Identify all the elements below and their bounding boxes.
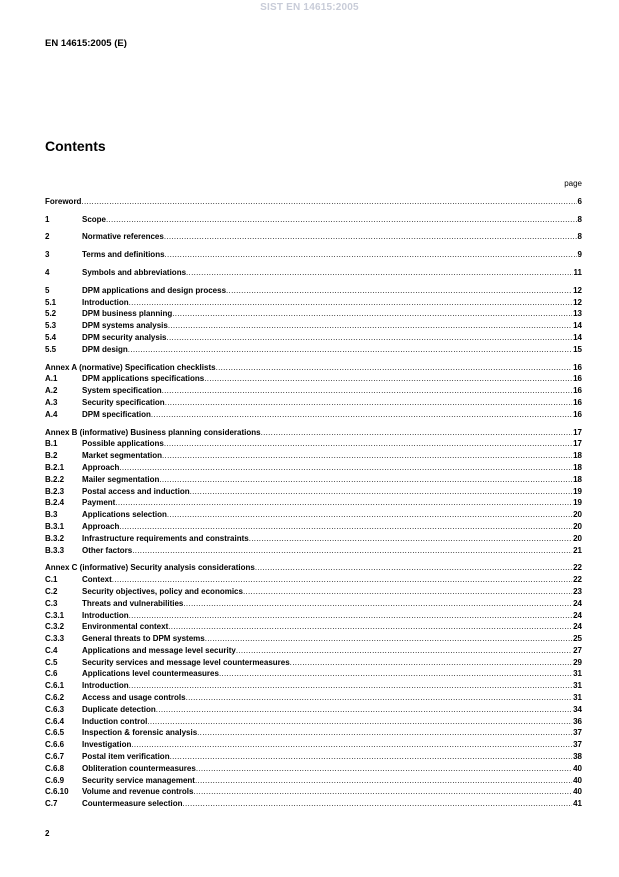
toc-entry[interactable] (45, 508, 582, 520)
toc-entry-number: C.6.5 (45, 728, 65, 738)
toc-entry-label: Scope (82, 214, 107, 224)
toc-entry-number: C.3.3 (45, 634, 65, 644)
toc-entry-label: Possible applications (82, 439, 164, 449)
toc-entry-number: C.5 (45, 657, 58, 667)
toc-entry-page: 20 (573, 521, 582, 531)
toc-entry-number: 2 (45, 232, 50, 242)
toc-entry-page: 8 (577, 232, 582, 242)
toc-entry-number: C.3.1 (45, 610, 65, 620)
toc-entry-page: 18 (573, 474, 582, 484)
toc-entry-page: 37 (573, 728, 582, 738)
toc-dot-leader (129, 298, 572, 308)
toc-entry-label: Context (82, 575, 112, 585)
toc-entry-label: Obliteration countermeasures (82, 763, 196, 773)
toc-dot-leader (183, 599, 572, 609)
toc-entry-number: C.6.10 (45, 787, 69, 797)
toc-entry-page: 24 (573, 610, 582, 620)
toc-dot-leader (119, 463, 572, 473)
toc-entry[interactable] (45, 544, 582, 556)
toc-entry-label: DPM applications specifications (82, 374, 205, 384)
toc-entry-label: Normative references (82, 232, 164, 242)
toc-entry-number: A.3 (45, 397, 58, 407)
toc-entry-page: 24 (573, 622, 582, 632)
toc-entry-page: 15 (573, 344, 582, 354)
toc-entry-page: 34 (573, 704, 582, 714)
toc-entry[interactable] (45, 738, 582, 750)
toc-entry-page: 22 (573, 575, 582, 585)
table-of-contents (45, 195, 582, 809)
toc-entry[interactable] (45, 786, 582, 798)
toc-dot-leader (129, 611, 572, 621)
toc-dot-leader (162, 451, 572, 461)
toc-entry-label: Countermeasure selection (82, 799, 183, 809)
toc-entry[interactable] (45, 562, 582, 574)
toc-entry-page: 40 (573, 787, 582, 797)
toc-dot-leader (205, 634, 572, 644)
toc-entry-page: 14 (573, 332, 582, 342)
watermark: SIST EN 14615:2005 (260, 2, 359, 13)
toc-entry-label: Security service management (82, 775, 195, 785)
toc-entry-label: Introduction (82, 610, 129, 620)
toc-dot-leader (186, 693, 573, 703)
toc-entry-page: 29 (573, 657, 582, 667)
toc-entry-number: B.3.1 (45, 521, 65, 531)
toc-dot-leader (164, 439, 572, 449)
toc-entry[interactable] (45, 195, 582, 207)
toc-dot-leader (168, 321, 572, 331)
toc-dot-leader (81, 197, 576, 207)
toc-entry-label: DPM specification (82, 409, 151, 419)
toc-entry[interactable] (45, 461, 582, 473)
toc-dot-leader (261, 428, 573, 438)
toc-entry-page: 16 (573, 362, 582, 372)
toc-entry-label: Security services and message level countermeasures (82, 657, 290, 667)
toc-entry-page: 16 (573, 386, 582, 396)
toc-dot-leader (156, 705, 572, 715)
toc-entry-label: Introduction (82, 297, 129, 307)
toc-dot-leader (165, 398, 572, 408)
toc-entry-page: 31 (573, 669, 582, 679)
toc-entry-label: Annex A (normative) Specification checklists (45, 362, 216, 372)
toc-entry-number: C.7 (45, 799, 58, 809)
toc-entry-page: 22 (573, 563, 582, 573)
toc-entry-page: 19 (573, 498, 582, 508)
toc-entry-label: Postal access and induction (82, 486, 190, 496)
toc-entry-number: 5.1 (45, 297, 57, 307)
toc-entry-number: A.2 (45, 386, 58, 396)
page-title: Contents (45, 138, 106, 154)
toc-dot-leader (119, 522, 572, 532)
toc-entry[interactable] (45, 361, 582, 373)
toc-entry-label: Postal item verification (82, 752, 170, 762)
toc-entry[interactable] (45, 485, 582, 497)
toc-dot-leader (172, 309, 572, 319)
toc-entry[interactable] (45, 449, 582, 461)
page-column-label: page (564, 179, 582, 188)
toc-entry-page: 31 (573, 681, 582, 691)
toc-entry[interactable] (45, 750, 582, 762)
toc-entry-page: 21 (573, 545, 582, 555)
toc-dot-leader (196, 764, 572, 774)
toc-entry[interactable] (45, 621, 582, 633)
toc-entry[interactable] (45, 573, 582, 585)
toc-dot-leader (255, 563, 572, 573)
toc-entry[interactable] (45, 597, 582, 609)
toc-entry-number: C.6.6 (45, 740, 65, 750)
toc-entry-page: 19 (573, 486, 582, 496)
toc-entry-page: 20 (573, 510, 582, 520)
toc-entry-label: Applications level countermeasures (82, 669, 219, 679)
toc-entry[interactable] (45, 438, 582, 450)
toc-dot-leader (128, 345, 572, 355)
toc-dot-leader (112, 575, 572, 585)
toc-entry-number: 5.5 (45, 344, 57, 354)
toc-entry-label: Inspection & forensic analysis (82, 728, 198, 738)
toc-entry-label: Security specification (82, 397, 165, 407)
toc-entry-number: B.2.2 (45, 474, 65, 484)
toc-entry[interactable] (45, 284, 582, 296)
toc-entry-page: 38 (573, 752, 582, 762)
toc-entry-label: Approach (82, 462, 120, 472)
toc-dot-leader (243, 587, 572, 597)
toc-entry-label: Payment (82, 498, 116, 508)
toc-entry-label: Terms and definitions (82, 250, 165, 260)
toc-entry-page: 17 (573, 439, 582, 449)
toc-entry-number: 5.2 (45, 309, 57, 319)
toc-entry-number: 1 (45, 214, 50, 224)
toc-dot-leader (164, 232, 577, 242)
toc-entry-number: C.6.4 (45, 716, 65, 726)
toc-entry-page: 27 (573, 645, 582, 655)
toc-dot-leader (195, 776, 572, 786)
toc-dot-leader (216, 363, 573, 373)
toc-entry-number: B.1 (45, 439, 58, 449)
toc-entry-page: 12 (573, 285, 582, 295)
toc-dot-leader (219, 669, 572, 679)
toc-dot-leader (170, 752, 573, 762)
toc-entry-number: C.4 (45, 645, 58, 655)
toc-entry-page: 40 (573, 775, 582, 785)
toc-entry[interactable] (45, 319, 582, 331)
toc-entry[interactable] (45, 632, 582, 644)
toc-entry-number: B.2.4 (45, 498, 65, 508)
toc-entry-page: 16 (573, 409, 582, 419)
toc-entry-page: 23 (573, 586, 582, 596)
toc-entry-page: 12 (573, 297, 582, 307)
toc-entry-label: Foreword (45, 196, 82, 206)
toc-entry-label: Applications selection (82, 510, 167, 520)
toc-dot-leader (197, 728, 572, 738)
toc-entry[interactable] (45, 532, 582, 544)
toc-entry-label: Introduction (82, 681, 129, 691)
toc-dot-leader (132, 546, 572, 556)
toc-entry-number: 5.3 (45, 321, 57, 331)
toc-entry-page: 11 (573, 267, 582, 277)
toc-dot-leader (151, 410, 572, 420)
toc-dot-leader (182, 799, 572, 809)
toc-entry[interactable] (45, 691, 582, 703)
toc-entry-number: 5.4 (45, 332, 57, 342)
toc-entry[interactable] (45, 762, 582, 774)
toc-entry-page: 8 (577, 214, 582, 224)
toc-entry[interactable] (45, 343, 582, 355)
toc-entry-number: A.4 (45, 409, 58, 419)
toc-entry-page: 18 (573, 451, 582, 461)
toc-entry[interactable] (45, 715, 582, 727)
toc-entry-number: B.3.2 (45, 533, 65, 543)
toc-entry[interactable] (45, 308, 582, 320)
toc-dot-leader (186, 268, 573, 278)
toc-entry-number: C.2 (45, 586, 58, 596)
toc-entry-label: Threats and vulnerabilities (82, 598, 184, 608)
toc-entry-label: Applications and message level security (82, 645, 236, 655)
toc-entry[interactable] (45, 668, 582, 680)
toc-entry-label: Annex B (informative) Business planning considerations (45, 427, 261, 437)
toc-entry[interactable] (45, 520, 582, 532)
toc-entry-number: A.1 (45, 374, 58, 384)
toc-entry[interactable] (45, 248, 582, 260)
toc-entry[interactable] (45, 609, 582, 621)
toc-entry-label: Access and usage controls (82, 693, 186, 703)
toc-entry-page: 36 (573, 716, 582, 726)
toc-entry-label: Investigation (82, 740, 132, 750)
toc-dot-leader (168, 622, 572, 632)
toc-entry-label: Duplicate detection (82, 704, 156, 714)
toc-entry-page: 25 (573, 634, 582, 644)
toc-entry-number: C.6 (45, 669, 58, 679)
document-id: EN 14615:2005 (E) (45, 38, 127, 49)
toc-entry-page: 41 (573, 799, 582, 809)
toc-entry-page: 18 (573, 462, 582, 472)
toc-entry[interactable] (45, 585, 582, 597)
toc-entry-number: B.2.3 (45, 486, 65, 496)
toc-entry[interactable] (45, 727, 582, 739)
toc-entry[interactable] (45, 213, 582, 225)
toc-dot-leader (166, 333, 572, 343)
toc-entry-number: C.6.3 (45, 704, 65, 714)
toc-entry-number: C.1 (45, 575, 58, 585)
toc-entry-number: B.2.1 (45, 462, 65, 472)
toc-dot-leader (226, 286, 572, 296)
toc-dot-leader (129, 681, 572, 691)
toc-entry-page: 37 (573, 740, 582, 750)
toc-entry-number: B.2 (45, 451, 58, 461)
toc-entry-page: 31 (573, 693, 582, 703)
toc-entry[interactable] (45, 774, 582, 786)
toc-entry[interactable] (45, 426, 582, 438)
toc-entry-number: 3 (45, 250, 50, 260)
toc-entry-label: Volume and revenue controls (82, 787, 194, 797)
toc-entry[interactable] (45, 331, 582, 343)
toc-entry-label: Environmental context (82, 622, 169, 632)
toc-entry[interactable] (45, 473, 582, 485)
toc-dot-leader (204, 374, 572, 384)
toc-entry-label: Induction control (82, 716, 148, 726)
toc-entry[interactable] (45, 266, 582, 278)
toc-dot-leader (249, 534, 572, 544)
toc-entry-label: Symbols and abbreviations (82, 267, 187, 277)
toc-entry-number: B.3.3 (45, 545, 65, 555)
toc-dot-leader (131, 740, 572, 750)
toc-entry-label: Mailer segmentation (82, 474, 160, 484)
toc-entry[interactable] (45, 384, 582, 396)
toc-entry[interactable] (45, 679, 582, 691)
toc-dot-leader (115, 498, 572, 508)
toc-entry-page: 17 (573, 427, 582, 437)
toc-entry-number: C.6.9 (45, 775, 65, 785)
toc-entry-number: C.6.8 (45, 763, 65, 773)
toc-entry-label: Annex C (informative) Security analysis considerations (45, 563, 255, 573)
toc-entry-label: DPM systems analysis (82, 321, 168, 331)
toc-entry[interactable] (45, 644, 582, 656)
toc-entry-page: 24 (573, 598, 582, 608)
footer-page-number: 2 (45, 829, 50, 838)
toc-entry-label: General threats to DPM systems (82, 634, 205, 644)
toc-entry-number: B.3 (45, 510, 58, 520)
toc-entry-label: Security objectives, policy and economics (82, 586, 243, 596)
toc-entry[interactable] (45, 797, 582, 809)
toc-entry-label: DPM design (82, 344, 128, 354)
toc-entry-number: C.3.2 (45, 622, 65, 632)
toc-dot-leader (167, 510, 572, 520)
toc-entry[interactable] (45, 396, 582, 408)
toc-entry-label: Market segmentation (82, 451, 163, 461)
toc-entry-label: DPM applications and design process (82, 285, 227, 295)
toc-entry-label: DPM business planning (82, 309, 173, 319)
toc-entry-number: C.6.1 (45, 681, 65, 691)
toc-entry[interactable] (45, 703, 582, 715)
toc-entry-number: 4 (45, 267, 50, 277)
toc-entry-number: C.6.7 (45, 752, 65, 762)
toc-dot-leader (165, 250, 577, 260)
toc-dot-leader (193, 787, 572, 797)
toc-entry-number: 5 (45, 285, 50, 295)
toc-entry[interactable] (45, 296, 582, 308)
toc-entry-page: 13 (573, 309, 582, 319)
toc-entry-page: 16 (573, 374, 582, 384)
toc-dot-leader (159, 475, 572, 485)
toc-dot-leader (106, 215, 577, 225)
toc-entry[interactable] (45, 497, 582, 509)
toc-entry-label: System specification (82, 386, 162, 396)
toc-entry-page: 40 (573, 763, 582, 773)
toc-entry-page: 9 (577, 250, 582, 260)
toc-dot-leader (236, 646, 572, 656)
toc-entry-number: C.3 (45, 598, 58, 608)
toc-entry-number: C.6.2 (45, 693, 65, 703)
toc-entry-label: Approach (82, 521, 120, 531)
toc-entry-page: 20 (573, 533, 582, 543)
toc-entry[interactable] (45, 408, 582, 420)
toc-entry-label: DPM security analysis (82, 332, 167, 342)
toc-entry-page: 14 (573, 321, 582, 331)
toc-dot-leader (190, 487, 573, 497)
toc-entry[interactable] (45, 373, 582, 385)
toc-dot-leader (290, 658, 572, 668)
toc-entry-page: 6 (577, 196, 582, 206)
toc-entry-page: 16 (573, 397, 582, 407)
toc-entry-label: Other factors (82, 545, 133, 555)
toc-entry[interactable] (45, 231, 582, 243)
toc-entry[interactable] (45, 656, 582, 668)
toc-dot-leader (162, 386, 573, 396)
toc-dot-leader (147, 717, 572, 727)
toc-entry-label: Infrastructure requirements and constraints (82, 533, 249, 543)
